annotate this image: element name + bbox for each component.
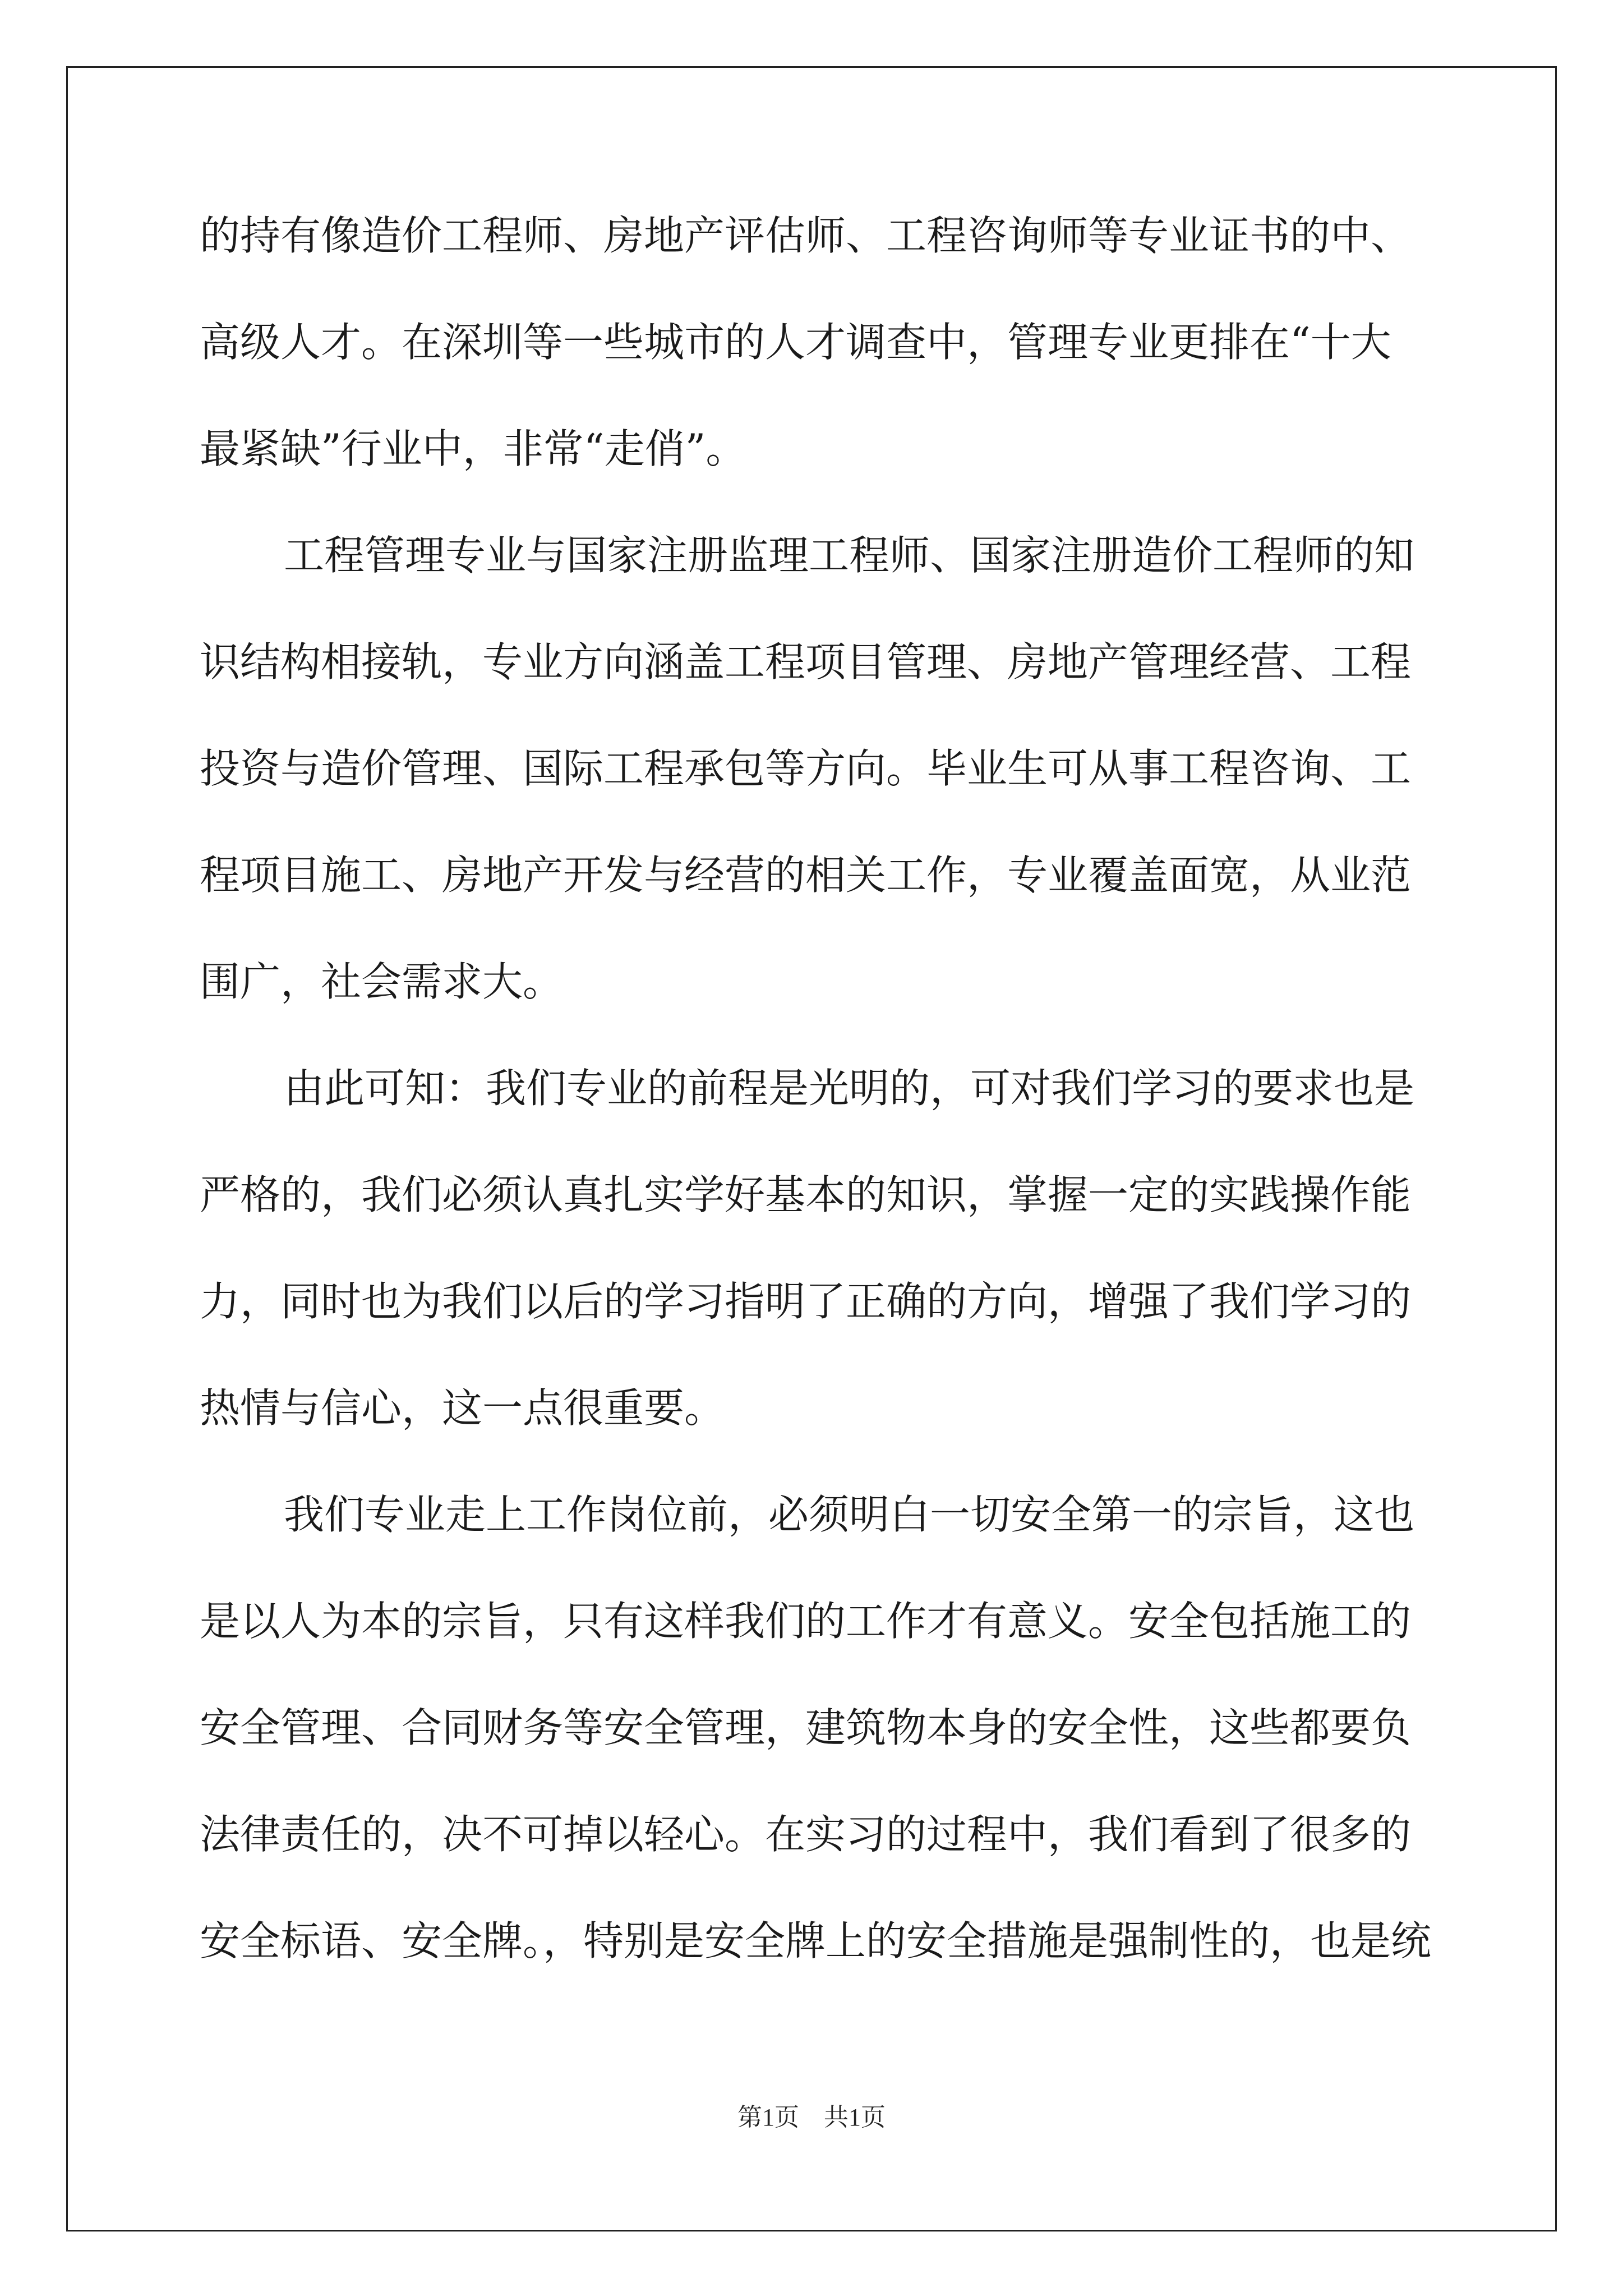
text-line: 安全标语、安全牌。，特别是安全牌上的安全措施是强制性的，也是统	[200, 1917, 1432, 1964]
text-line: 力，同时也为我们以后的学习指明了正确的方向，增强了我们学习的	[200, 1278, 1412, 1325]
text-line: 安全管理、合同财务等安全管理，建筑物本身的安全性，这些都要负	[200, 1704, 1412, 1751]
text-line: 最紧缺”行业中，非常“走俏”。	[200, 425, 746, 472]
text-line: 围广，社会需求大。	[200, 958, 564, 1005]
page-border	[66, 66, 1557, 2231]
text-line: 法律责任的，决不可掉以轻心。在实习的过程中，我们看到了很多的	[200, 1811, 1412, 1858]
text-line: 程项目施工、房地产开发与经营的相关工作，专业覆盖面宽，从业范	[200, 852, 1412, 899]
paragraph-first-line: 我们专业走上工作岗位前，必须明白一切安全第一的宗旨，这也	[284, 1491, 1415, 1538]
text-line: 是以人为本的宗旨，只有这样我们的工作才有意义。安全包括施工的	[200, 1598, 1412, 1645]
text-line: 投资与造价管理、国际工程承包等方向。毕业生可从事工程咨询、工	[200, 745, 1412, 792]
text-line: 热情与信心，这一点很重要。	[200, 1384, 725, 1432]
text-line: 高级人才。在深圳等一些城市的人才调查中，管理专业更排在“十大	[200, 319, 1391, 366]
text-line: 严格的，我们必须认真扎实学好基本的知识，掌握一定的实践操作能	[200, 1171, 1412, 1218]
text-line: 的持有像造价工程师、房地产评估师、工程咨询师等专业证书的中、	[200, 212, 1412, 259]
page-number-footer: 第1页 共1页	[737, 2104, 886, 2131]
paragraph-first-line: 工程管理专业与国家注册监理工程师、国家注册造价工程师的知	[284, 532, 1415, 579]
paragraph-first-line: 由此可知：我们专业的前程是光明的，可对我们学习的要求也是	[284, 1065, 1415, 1112]
text-line: 识结构相接轨，专业方向涵盖工程项目管理、房地产管理经营、工程	[200, 638, 1412, 685]
